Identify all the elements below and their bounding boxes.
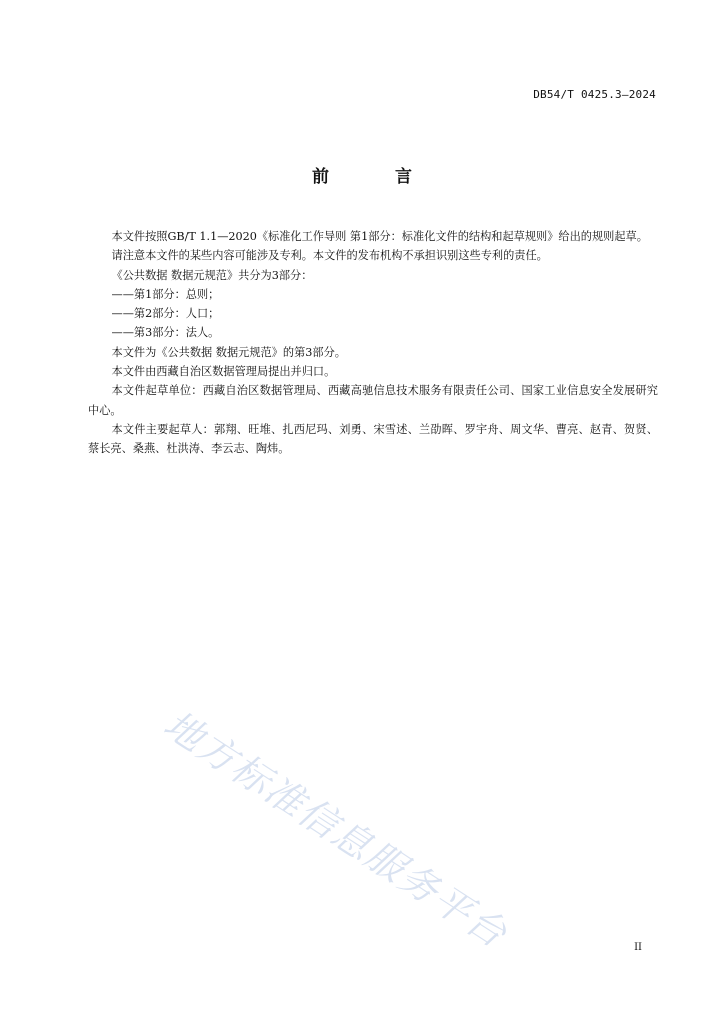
paragraph-proposer: 本文件由西藏自治区数据管理局提出并归口。: [111, 365, 336, 379]
paragraph-series-parts: 《公共数据 数据元规范》共分为3部分：: [111, 268, 313, 282]
foreword-body: [88, 227, 658, 459]
list-item-part-1: ——第1部分：总则；: [111, 287, 220, 301]
paragraph-drafting-rules: 本文件按照GB/T 1.1—2020《标准化工作导则 第1部分：标准化文件的结构和起草规则》给出的规则起草。: [111, 230, 648, 243]
document-code: DB54/T 0425.3—2024: [533, 88, 656, 101]
paragraph-drafting-units: 本文件起草单位：西藏自治区数据管理局、西藏高驰信息技术服务有限责任公司、国家工业信息安全发展研究中心。: [88, 384, 658, 417]
page-number: II: [634, 942, 642, 953]
list-item-part-2: ——第2部分：人口；: [111, 307, 220, 321]
watermark: 地方标准信息服务平台: [156, 701, 516, 957]
page-title: 前 言: [312, 167, 442, 187]
list-item-part-3: ——第3部分：法人。: [111, 326, 220, 340]
paragraph-this-part: 本文件为《公共数据 数据元规范》的第3部分。: [111, 345, 346, 359]
paragraph-drafters: 本文件主要起草人：郭翔、旺堆、扎西尼玛、刘勇、宋雪述、兰劭晖、罗宇舟、周文华、曹亮、赵青、贺贤、蔡长亮、桑燕、杜洪涛、李云志、陶炜。: [88, 422, 658, 456]
paragraph-patent-notice: 请注意本文件的某些内容可能涉及专利。本文件的发布机构不承担识别这些专利的责任。: [111, 249, 548, 263]
